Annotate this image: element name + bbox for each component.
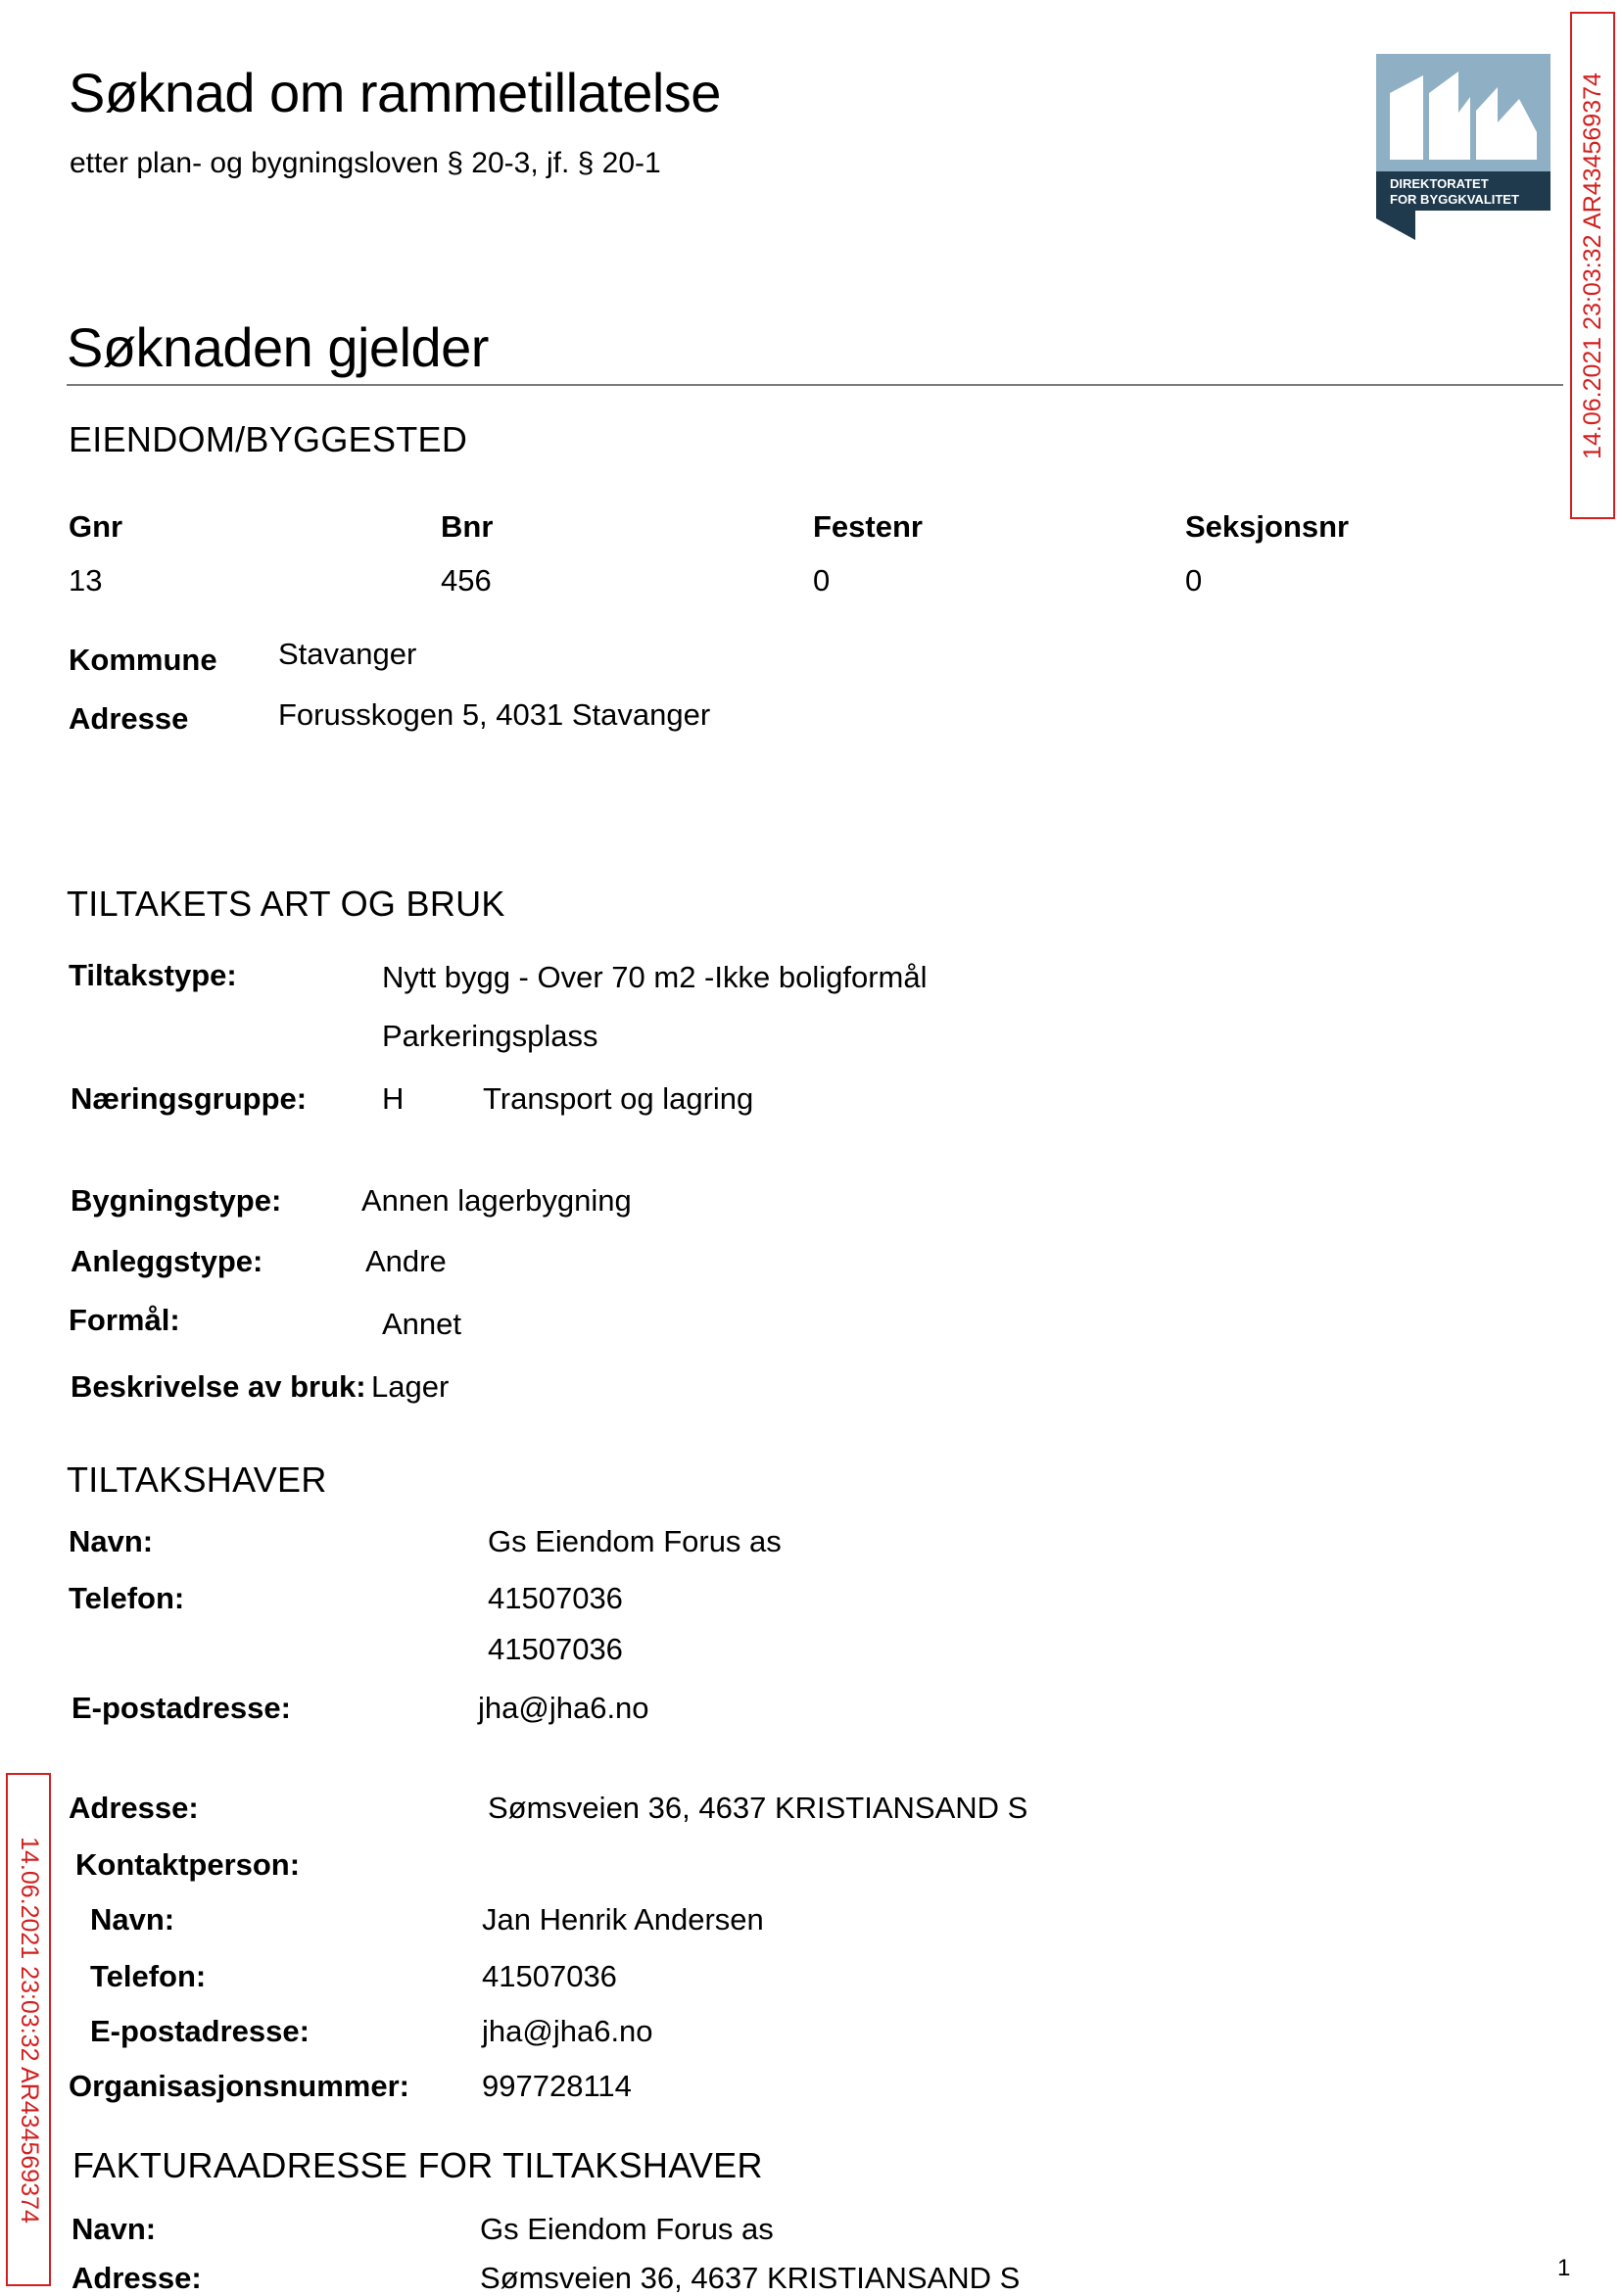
formal-label: Formål: [69,1303,180,1337]
formal-value: Annet [382,1307,462,1341]
bygningstype-value: Annen lagerbygning [361,1183,632,1218]
organisasjonsnummer-value: 997728114 [482,2069,632,2103]
festenr-label: Festenr [813,509,923,544]
kontaktperson-navn-label: Navn: [90,1902,175,1937]
anleggstype-value: Andre [365,1244,447,1278]
kommune-label: Kommune [69,643,217,677]
subheading-eiendom: EIENDOM/BYGGESTED [69,419,468,459]
tiltakstype-value-2: Parkeringsplass [382,1019,598,1053]
tiltakshaver-telefon-value-2: 41507036 [488,1632,623,1666]
bnr-label: Bnr [441,509,494,544]
subheading-tiltak: TILTAKETS ART OG BRUK [67,884,505,924]
logo-text-line1: DIREKTORATET [1390,176,1489,191]
page-subtitle: etter plan- og bygningsloven § 20-3, jf. § 20-1 [70,147,661,179]
gnr-label: Gnr [69,509,123,544]
tiltakshaver-epost-value: jha@jha6.no [478,1691,649,1725]
kommune-value: Stavanger [278,637,417,671]
section-heading-soknaden: Søknaden gjelder [67,316,489,378]
kontaktperson-navn-value: Jan Henrik Andersen [482,1902,764,1937]
naeringsgruppe-value: Transport og lagring [483,1081,754,1116]
tiltakstype-label: Tiltakstype: [69,958,237,992]
tiltakshaver-telefon-label: Telefon: [69,1581,185,1615]
naeringsgruppe-label: Næringsgruppe: [71,1081,308,1116]
divider [67,384,1563,386]
subheading-faktura: FAKTURAADRESSE FOR TILTAKSHAVER [72,2145,763,2185]
adresse-value: Forusskogen 5, 4031 Stavanger [278,697,711,732]
page-title: Søknad om rammetillatelse [69,62,721,123]
stamp-text: 14.06.2021 23:03:32 AR434569374 [1578,72,1606,459]
kontaktperson-label: Kontaktperson: [75,1847,301,1882]
festenr-value: 0 [813,563,831,598]
anleggstype-label: Anleggstype: [71,1244,263,1278]
tiltakshaver-navn-value: Gs Eiendom Forus as [488,1524,782,1558]
tiltakshaver-adresse-label: Adresse: [69,1791,199,1825]
naeringsgruppe-code: H [382,1081,405,1116]
faktura-adresse-label: Adresse: [72,2261,202,2295]
gnr-value: 13 [69,563,103,598]
tiltakshaver-navn-label: Navn: [69,1524,154,1558]
subheading-tiltakshaver: TILTAKSHAVER [67,1459,327,1500]
seksjonsnr-value: 0 [1185,563,1203,598]
dibk-logo [1376,54,1550,240]
kontaktperson-epost-label: E-postadresse: [90,2014,310,2048]
timestamp-stamp-top-right [1570,12,1615,519]
bnr-value: 456 [441,563,492,598]
faktura-navn-value: Gs Eiendom Forus as [480,2212,774,2246]
beskrivelse-value: Lager [371,1369,450,1404]
faktura-adresse-value: Sømsveien 36, 4637 KRISTIANSAND S [480,2261,1021,2295]
beskrivelse-label: Beskrivelse av bruk: [71,1369,366,1404]
kontaktperson-telefon-value: 41507036 [482,1959,617,1993]
kontaktperson-epost-value: jha@jha6.no [482,2014,653,2048]
tiltakshaver-telefon-value-1: 41507036 [488,1581,623,1615]
tiltakshaver-epost-label: E-postadresse: [72,1691,291,1725]
logo-text-line2: FOR BYGGKVALITET [1390,192,1519,207]
adresse-label: Adresse [69,701,189,736]
tiltakstype-value-1: Nytt bygg - Over 70 m2 -Ikke boligformål [382,960,928,994]
kontaktperson-telefon-label: Telefon: [90,1959,207,1993]
stamp-text: 14.06.2021 23:03:32 AR434569374 [15,1836,43,2224]
faktura-navn-label: Navn: [72,2212,157,2246]
timestamp-stamp-bottom-left [6,1773,51,2286]
organisasjonsnummer-label: Organisasjonsnummer: [69,2069,409,2103]
tiltakshaver-adresse-value: Sømsveien 36, 4637 KRISTIANSAND S [488,1791,1028,1825]
page-number: 1 [1557,2255,1571,2281]
bygningstype-label: Bygningstype: [71,1183,282,1218]
seksjonsnr-label: Seksjonsnr [1185,509,1350,544]
